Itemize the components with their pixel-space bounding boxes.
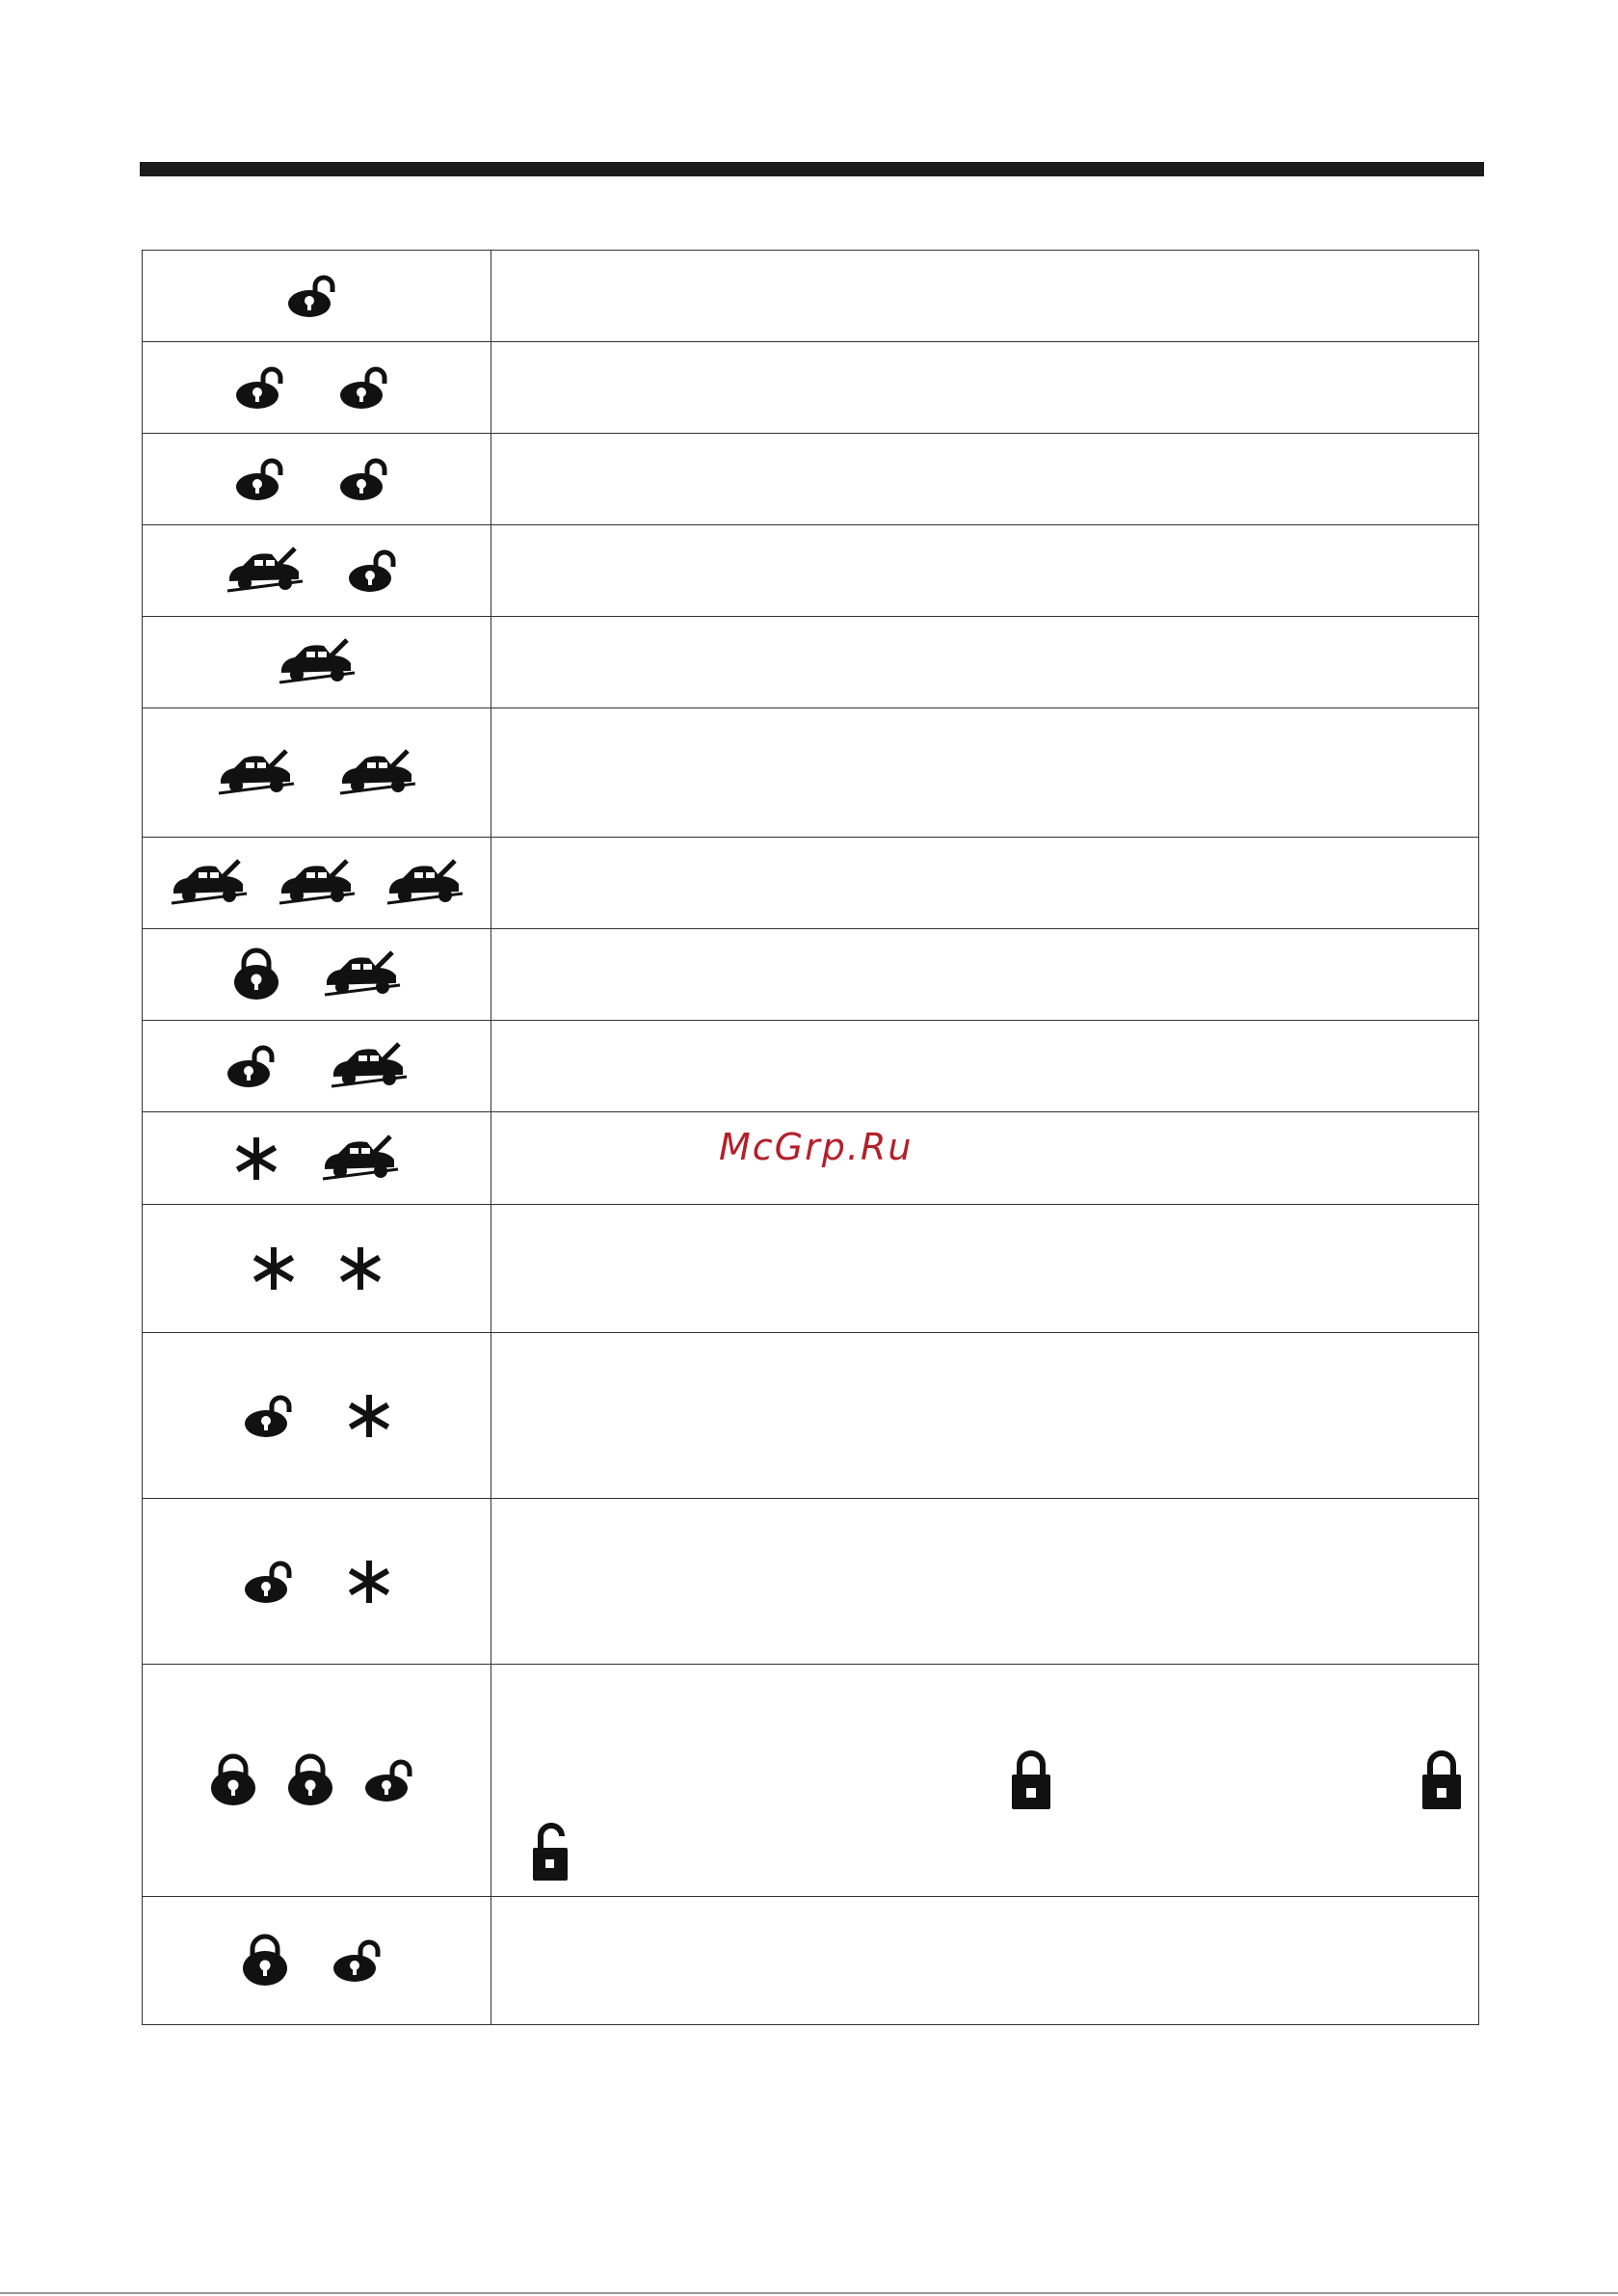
- function-description-cell: [491, 1021, 1478, 1111]
- car-trunk-icon: [385, 859, 464, 907]
- asterisk-icon: [347, 1560, 391, 1604]
- asterisk-icon: [338, 1246, 383, 1291]
- unlock-icon: [243, 1393, 305, 1439]
- car-trunk-icon: [217, 749, 296, 797]
- function-description-cell: [491, 434, 1478, 524]
- car-trunk-icon: [338, 749, 417, 797]
- unlock-icon: [347, 547, 409, 594]
- function-description-cell: [491, 1499, 1478, 1664]
- table-row: [143, 1021, 1478, 1112]
- table-row: [143, 434, 1478, 525]
- table-row: [143, 1205, 1478, 1333]
- button-sequence-cell: [143, 434, 491, 524]
- function-description-cell: [491, 1665, 1478, 1896]
- function-description-cell: [491, 525, 1478, 616]
- unlock-icon: [332, 1937, 393, 1984]
- asterisk-icon: [234, 1136, 279, 1181]
- car-trunk-icon: [225, 547, 305, 595]
- car-trunk-icon: [278, 859, 357, 907]
- lock-icon: [241, 1934, 289, 1988]
- button-sequence-cell: [143, 1499, 491, 1664]
- button-sequence-cell: [143, 708, 491, 837]
- table-row: [143, 929, 1478, 1021]
- table-row: [143, 1333, 1478, 1499]
- button-sequence-cell: [143, 1897, 491, 2024]
- header-rule: [140, 162, 1484, 176]
- car-trunk-icon: [278, 638, 357, 686]
- unlock-icon: [225, 1043, 287, 1089]
- unlock-icon: [243, 1559, 305, 1605]
- function-description-cell: [491, 838, 1478, 928]
- function-description-cell: [491, 1205, 1478, 1332]
- button-sequence-cell: [143, 1333, 491, 1498]
- button-sequence-cell: [143, 838, 491, 928]
- lock-icon: [1010, 1749, 1052, 1811]
- lock-icon: [286, 1753, 334, 1807]
- function-description-cell: [491, 929, 1478, 1020]
- function-description-cell: [491, 617, 1478, 707]
- asterisk-icon: [252, 1246, 296, 1291]
- button-sequence-cell: [143, 617, 491, 707]
- lock-icon: [1420, 1749, 1463, 1811]
- lock-icon: [232, 948, 280, 1001]
- table-row: [143, 525, 1478, 617]
- page-bottom-edge: [0, 2292, 1618, 2294]
- table-row: [143, 1897, 1478, 2025]
- button-sequence-cell: [143, 1112, 491, 1204]
- function-description-cell: [491, 342, 1478, 433]
- watermark: McGrp.Ru: [719, 1126, 914, 1168]
- function-description-cell: [491, 1112, 1478, 1204]
- unlock-icon: [338, 364, 400, 411]
- car-trunk-icon: [170, 859, 249, 907]
- function-description-cell: [491, 1333, 1478, 1498]
- table-row: [143, 1665, 1478, 1897]
- unlock-icon: [338, 456, 400, 502]
- table-row: [143, 708, 1478, 838]
- button-sequence-cell: [143, 525, 491, 616]
- button-sequence-cell: [143, 1665, 491, 1896]
- button-sequence-cell: [143, 1205, 491, 1332]
- lock-icon: [209, 1753, 257, 1807]
- function-description-cell: [491, 708, 1478, 837]
- table-row: [143, 838, 1478, 929]
- car-trunk-icon: [330, 1042, 409, 1090]
- car-trunk-icon: [321, 1135, 400, 1183]
- function-description-cell: [491, 251, 1478, 341]
- function-description-cell: [491, 1897, 1478, 2024]
- unlock-icon: [234, 364, 296, 411]
- button-sequence-cell: [143, 1021, 491, 1111]
- table-row: [143, 1499, 1478, 1665]
- button-sequence-cell: [143, 251, 491, 341]
- unlock-icon: [531, 1821, 571, 1882]
- button-sequence-cell: [143, 929, 491, 1020]
- table-row: [143, 617, 1478, 708]
- table-row: [143, 251, 1478, 342]
- car-trunk-icon: [323, 950, 402, 999]
- unlock-icon: [363, 1757, 425, 1803]
- button-sequence-cell: [143, 342, 491, 433]
- table-row: [143, 342, 1478, 434]
- unlock-icon: [234, 456, 296, 502]
- unlock-icon: [286, 273, 348, 319]
- asterisk-icon: [347, 1394, 391, 1438]
